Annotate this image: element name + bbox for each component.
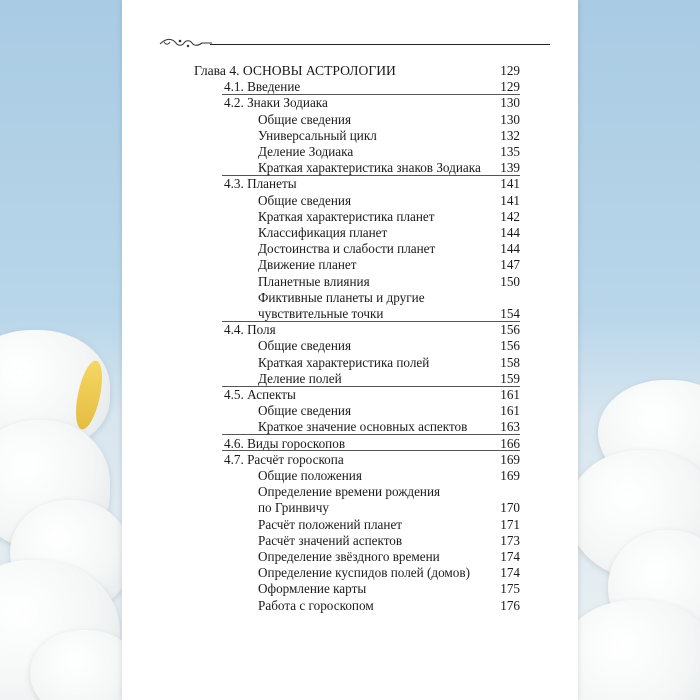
- toc-entry-page: 156: [500, 338, 520, 354]
- toc-entry: [122, 224, 578, 241]
- toc-entry-page: 144: [500, 241, 520, 257]
- toc-entry-title: Общие положения: [258, 468, 362, 483]
- toc-entry-page: 142: [500, 208, 520, 224]
- toc-entry-page: 139: [500, 160, 520, 176]
- toc-entry-page: 173: [500, 532, 520, 548]
- toc-entry: [122, 418, 578, 435]
- toc-entry-page: 156: [500, 322, 520, 338]
- toc-entry: [122, 321, 578, 338]
- toc-entry-page: 163: [500, 419, 520, 435]
- toc-entry-page: 174: [500, 565, 520, 581]
- toc-entry-title: Краткая характеристика полей: [258, 354, 430, 370]
- toc-entry-title: Деление Зодиака: [258, 144, 354, 159]
- toc-entry-title: 4.3. Планеты: [224, 176, 297, 192]
- toc-entry-page: 135: [500, 144, 520, 159]
- toc-entry: [122, 208, 578, 225]
- toc-entry-title: Общие сведения: [258, 338, 352, 354]
- toc-entry-title: 4.1. Введение: [224, 79, 301, 95]
- toc-entry: [122, 354, 578, 371]
- toc-entry-title: Движение планет: [258, 257, 357, 273]
- toc-entry-title: Планетные влияния: [258, 273, 370, 289]
- toc-entry: [122, 499, 578, 516]
- toc-entry: [122, 435, 578, 452]
- toc-entry-title: Расчёт значений аспектов: [258, 532, 403, 548]
- toc-entry-title: Общие сведения: [258, 192, 352, 208]
- toc-entry: [122, 548, 578, 565]
- toc-entry-title: Классификация планет: [258, 225, 388, 240]
- toc-entry-page: 154: [500, 306, 520, 321]
- toc-entry-page: 161: [500, 387, 520, 402]
- toc-entry-page: 166: [500, 435, 520, 451]
- toc-entry: [122, 78, 578, 95]
- toc-entry-title: Общие сведения: [258, 111, 352, 127]
- toc-entry-title: чувствительные точки: [258, 306, 384, 321]
- toc-entry: [122, 192, 578, 209]
- toc-entry-title: Краткое значение основных аспектов: [258, 419, 468, 435]
- toc-entry: [122, 532, 578, 549]
- toc-entry-title: 4.7. Расчёт гороскопа: [224, 451, 344, 467]
- toc-entry-page: 169: [500, 451, 520, 467]
- toc-entry-title: Деление полей: [258, 370, 342, 386]
- toc-entry-page: 141: [500, 176, 520, 192]
- horizontal-rule: [210, 44, 550, 45]
- header-rule: [158, 38, 550, 50]
- toc-entry-page: 169: [500, 468, 520, 483]
- toc-entry-page: 130: [500, 111, 520, 127]
- toc-entry-page: 158: [500, 354, 520, 370]
- toc-entry-page: 171: [500, 516, 520, 532]
- toc-entry: [122, 467, 578, 484]
- toc-entry-title: 4.6. Виды гороскопов: [224, 435, 346, 451]
- toc-entry: [122, 127, 578, 144]
- book-page: [122, 0, 578, 700]
- toc-entry-title: по Гринвичу: [258, 500, 329, 516]
- toc-entry-page: 159: [500, 370, 520, 386]
- toc-entry: [122, 143, 578, 160]
- toc-entry: [122, 94, 578, 111]
- toc-entry: [122, 159, 578, 176]
- toc-entry-title: Определение звёздного времени: [258, 549, 440, 564]
- toc-entry-title: Расчёт положений планет: [258, 516, 403, 532]
- toc-entry-title: Достоинства и слабости планет: [258, 241, 436, 257]
- toc-entry-page: 150: [500, 273, 520, 289]
- ornament-icon: [158, 36, 214, 50]
- toc-entry-title: Фиктивные планеты и другие: [258, 289, 425, 305]
- toc-entry: [122, 386, 578, 403]
- toc-entry: [122, 289, 578, 306]
- toc-entry-title: 4.4. Поля: [224, 322, 276, 338]
- toc-entry-title: Универсальный цикл: [258, 127, 377, 143]
- toc-entry-page: 176: [500, 597, 520, 613]
- toc-entry-title: Краткая характеристика знаков Зодиака: [258, 160, 481, 176]
- background-flowers-left: [0, 0, 122, 700]
- toc-entry-page: 174: [500, 549, 520, 564]
- toc-entry: [122, 175, 578, 192]
- toc-entry: [122, 370, 578, 387]
- background-flowers-right: [578, 0, 700, 700]
- toc-entry-title: Определение куспидов полей (домов): [258, 565, 470, 581]
- toc-entry-title: Оформление карты: [258, 581, 367, 597]
- toc-entry-title: Глава 4. ОСНОВЫ АСТРОЛОГИИ: [194, 63, 396, 78]
- toc-entry-title: Краткая характеристика планет: [258, 208, 435, 224]
- toc-entry: [122, 597, 578, 614]
- toc-entry: [122, 337, 578, 354]
- toc-entry: [122, 305, 578, 322]
- toc-entry: [122, 240, 578, 257]
- toc-entry: [122, 451, 578, 468]
- toc-entry: [122, 483, 578, 500]
- toc-entry-page: 129: [500, 79, 520, 95]
- toc-entry-title: 4.5. Аспекты: [224, 387, 296, 402]
- toc-entry-page: 144: [500, 225, 520, 240]
- toc-entry: [122, 580, 578, 597]
- toc-entry-page: 161: [500, 403, 520, 419]
- toc-entry: [122, 256, 578, 273]
- toc-entry: [122, 111, 578, 128]
- toc-entry: [122, 516, 578, 533]
- toc-entry: [122, 402, 578, 419]
- toc-entry-title: Работа с гороскопом: [258, 597, 374, 613]
- toc-entry-page: 141: [500, 192, 520, 208]
- toc-entry-page: 130: [500, 95, 520, 111]
- toc-entry-title: Определение времени рождения: [258, 484, 441, 500]
- toc-entry: [122, 273, 578, 290]
- toc-entry-page: 175: [500, 581, 520, 597]
- toc-entry-page: 147: [500, 257, 520, 273]
- toc-entry-title: Общие сведения: [258, 403, 352, 419]
- toc-entry-page: 170: [500, 500, 520, 516]
- toc-entry: [122, 62, 578, 79]
- toc-entry-page: 129: [500, 63, 520, 78]
- toc-entry-page: 132: [500, 127, 520, 143]
- toc-entry: [122, 564, 578, 581]
- toc-entry-title: 4.2. Знаки Зодиака: [224, 95, 328, 111]
